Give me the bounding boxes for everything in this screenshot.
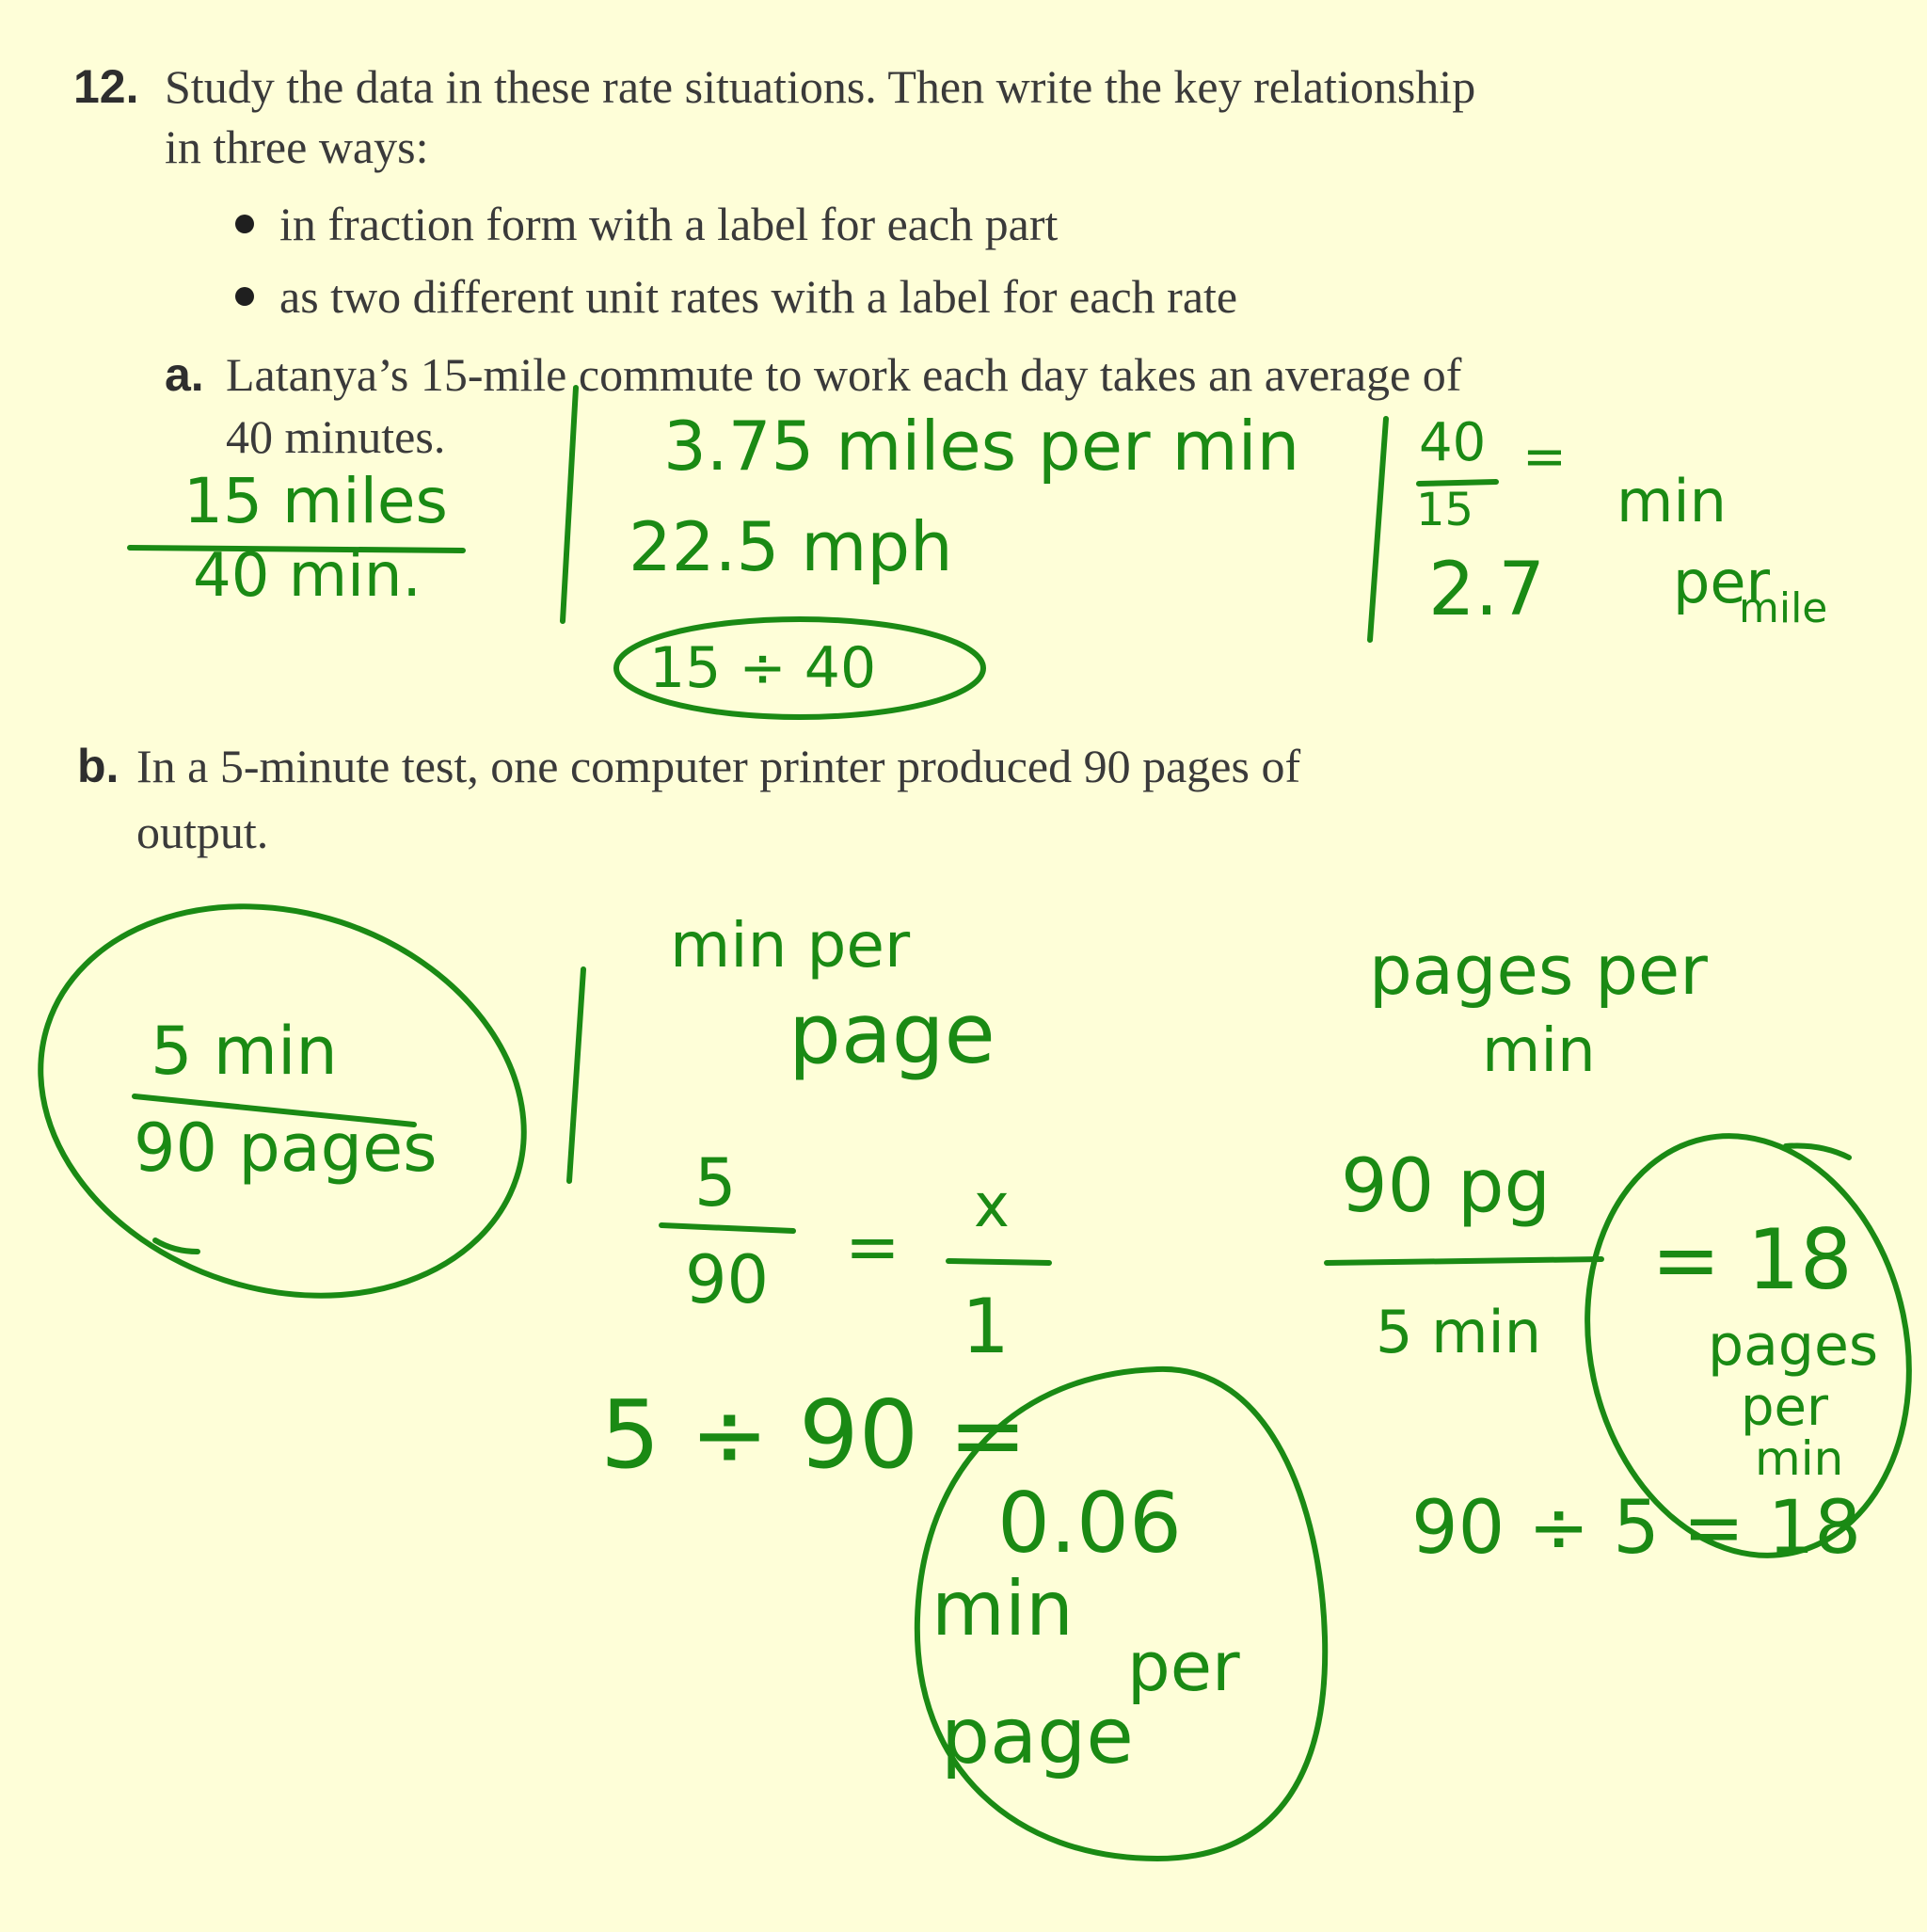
bullet-item: in fraction form with a label for each part	[279, 198, 1059, 250]
fraction-bar	[948, 1261, 1049, 1263]
handwritten-answer-unit: page	[941, 1692, 1134, 1781]
handwritten-answer-unit: min	[932, 1565, 1074, 1653]
part-a-text-line-1: Latanya’s 15-mile commute to work each day takes an average of	[226, 348, 1462, 401]
handwritten-fraction-denominator: 15	[1416, 484, 1474, 536]
instruction-line-1: Study the data in these rate situations. Then write the key relationship	[165, 60, 1476, 113]
handwritten-proportion: 5	[694, 1144, 737, 1221]
handwritten-fraction-numerator: 40	[1419, 412, 1487, 473]
handwritten-answer: = 18	[1651, 1211, 1853, 1308]
part-b-letter: b.	[77, 740, 119, 792]
handwritten-fraction-bottom: 5 min	[1376, 1298, 1542, 1366]
handwritten-unit: per	[1673, 548, 1770, 616]
handwritten-label: page	[788, 985, 995, 1082]
handwritten-rate-1: 3.75 miles per min	[663, 407, 1300, 486]
handwritten-answer: 0.06	[997, 1475, 1182, 1572]
fraction-bar	[661, 1225, 793, 1231]
part-a-text-line-2: 40 minutes.	[226, 410, 446, 463]
handwritten-proportion: =	[845, 1208, 900, 1285]
part-b-text-line-2: output.	[136, 806, 269, 858]
divider-line	[1370, 419, 1386, 640]
handwritten-equals: =	[1522, 426, 1567, 487]
problem-number: 12.	[73, 60, 139, 113]
handwritten-division: 90 ÷ 5 = 18	[1411, 1486, 1862, 1571]
bullet-item: as two different unit rates with a label for each rate	[279, 270, 1238, 323]
handwritten-label: pages per	[1369, 931, 1708, 1010]
circle-fraction	[0, 846, 575, 1356]
handwritten-result: 2.7	[1428, 548, 1546, 632]
handwritten-fraction-top: 5 min	[151, 1013, 338, 1090]
handwritten-fraction-bottom: 90 pages	[134, 1110, 438, 1187]
part-a-letter: a.	[165, 348, 204, 401]
part-b-text-line-1: In a 5-minute test, one computer printer produced 90 pages of	[136, 740, 1301, 792]
handwritten-proportion: 1	[962, 1283, 1010, 1370]
handwritten-answer-unit: min	[1755, 1431, 1844, 1486]
handwritten-unit: min	[1616, 467, 1727, 535]
handwritten-label: min	[1482, 1016, 1596, 1086]
divider-line	[563, 388, 576, 621]
handwritten-division: 5 ÷ 90 =	[600, 1380, 1027, 1490]
handwritten-proportion: x	[974, 1172, 1010, 1241]
handwritten-division: 15 ÷ 40	[649, 635, 877, 701]
handwritten-label: min per	[670, 909, 911, 982]
handwritten-rate-2: 22.5 mph	[629, 507, 953, 586]
handwritten-unit: mile	[1739, 584, 1828, 632]
handwritten-answer-unit: per	[1127, 1627, 1240, 1706]
instruction-line-2: in three ways:	[165, 120, 429, 173]
handwritten-answer-unit: per	[1741, 1377, 1829, 1438]
handwritten-proportion: 90	[685, 1241, 770, 1318]
handwritten-fraction-top: 15 miles	[183, 465, 448, 537]
handwritten-fraction-bottom: 40 min.	[193, 541, 422, 611]
handwritten-fraction-top: 90 pg	[1341, 1144, 1552, 1229]
fraction-bar	[1327, 1259, 1601, 1263]
handwritten-answer-unit: pages	[1708, 1313, 1879, 1379]
divider-line	[569, 969, 583, 1181]
